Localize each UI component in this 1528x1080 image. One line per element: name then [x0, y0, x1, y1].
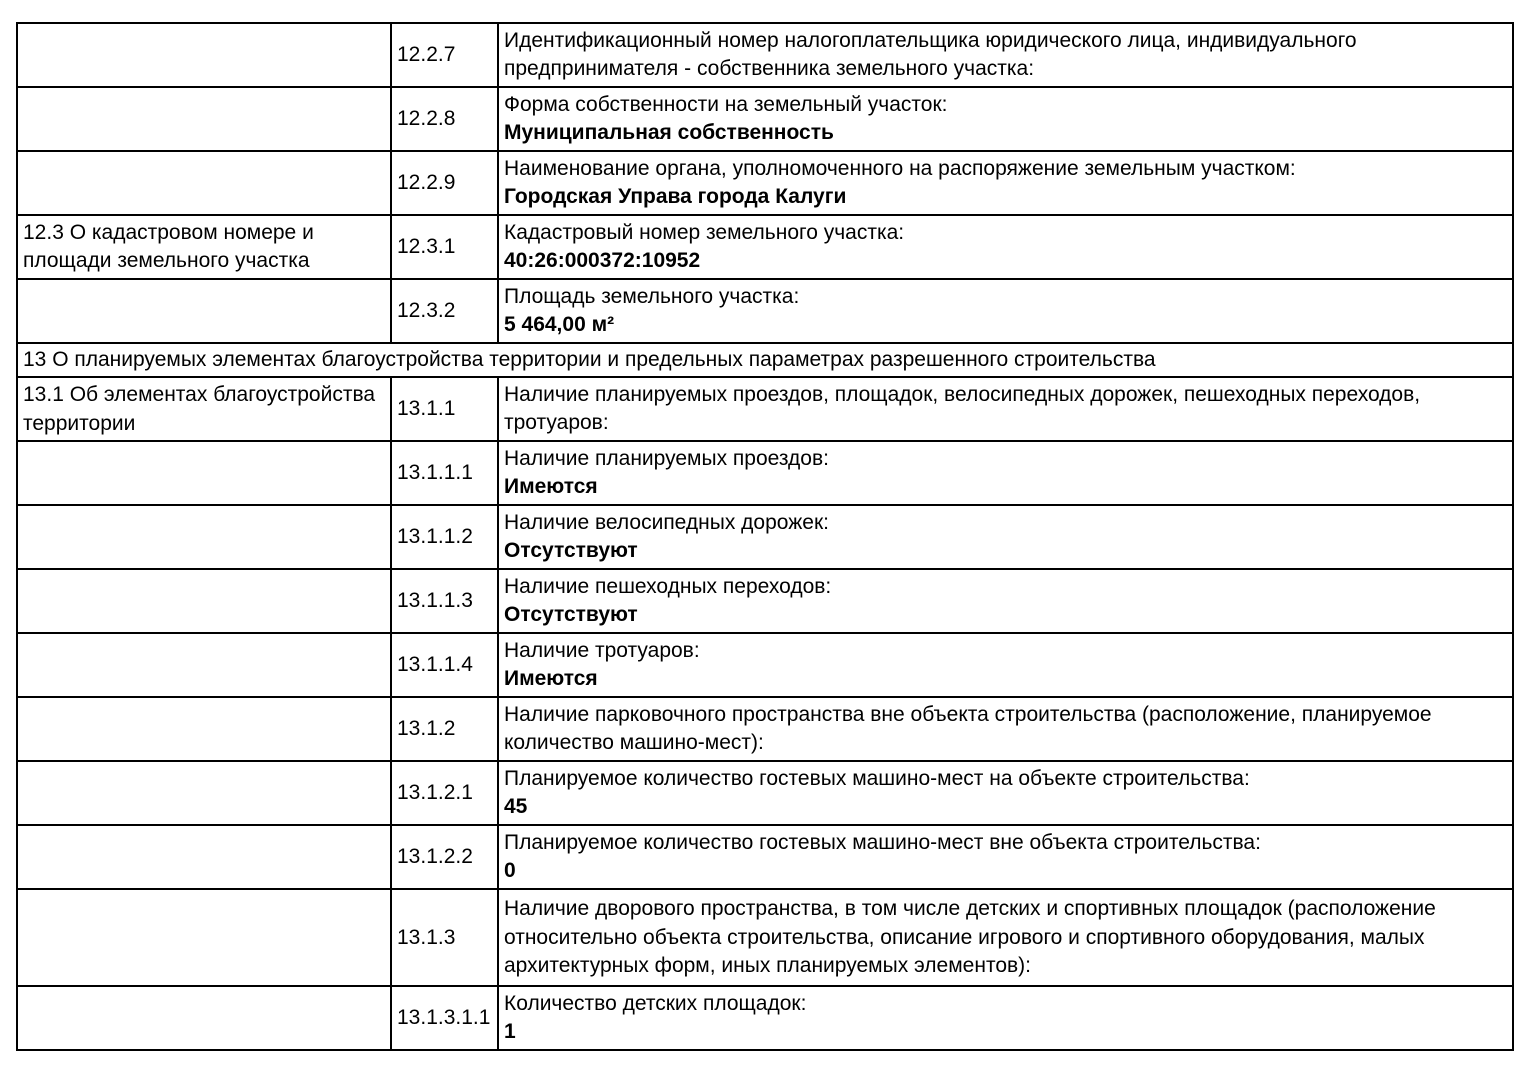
item-code: 13.1.1.4	[397, 653, 473, 677]
item-code: 13.1.2.1	[397, 781, 473, 805]
code-cell	[391, 569, 498, 633]
section-cell	[17, 505, 391, 569]
content-cell	[498, 151, 1513, 215]
table-row	[17, 986, 1513, 1050]
content-cell	[498, 569, 1513, 633]
code-cell	[391, 87, 498, 151]
item-code: 13.1.2	[397, 717, 456, 741]
table-row	[17, 697, 1513, 761]
field-label: Наличие велосипедных дорожек:	[504, 511, 829, 534]
code-cell	[391, 279, 498, 343]
section-cell	[17, 377, 391, 441]
code-cell	[391, 151, 498, 215]
section-cell	[17, 825, 391, 889]
content-cell	[498, 279, 1513, 343]
table-row	[17, 889, 1513, 986]
table-row	[17, 377, 1513, 441]
section-label: 13.1 Об элементах благоустройства территории	[23, 383, 376, 435]
table-row	[17, 23, 1513, 87]
field-label: Наличие планируемых проездов:	[504, 447, 829, 470]
item-code: 13.1.1	[397, 397, 456, 421]
table-row	[17, 761, 1513, 825]
item-code: 13.1.3.1.1	[397, 1006, 491, 1030]
content-cell	[498, 87, 1513, 151]
table-row	[17, 215, 1513, 279]
field-label: Наличие парковочного пространства вне объекта строительства (расположение, планируемое количество машино-мест):	[504, 703, 1432, 755]
item-code: 13.1.2.2	[397, 845, 473, 869]
code-cell	[391, 441, 498, 505]
field-label: Количество детских площадок:	[504, 992, 807, 1015]
section-cell	[17, 633, 391, 697]
field-label: Площадь земельного участка:	[504, 284, 800, 308]
field-label: Наличие планируемых проездов, площадок, велосипедных дорожек, пешеходных переходов, тротуаров:	[504, 383, 1421, 435]
item-code: 13.1.1.2	[397, 525, 473, 549]
code-cell	[391, 697, 498, 761]
content-cell	[498, 889, 1513, 986]
section-header-cell: 13 О планируемых элементах благоустройства территории и предельных параметрах разрешенного строительства	[17, 343, 1513, 377]
item-code: 12.2.8	[397, 106, 456, 130]
section-cell	[17, 23, 391, 87]
content-cell	[498, 986, 1513, 1050]
section-cell	[17, 569, 391, 633]
code-cell	[391, 986, 498, 1050]
section-cell	[17, 761, 391, 825]
item-code: 12.3.2	[397, 298, 456, 322]
item-code: 13.1.1.3	[397, 589, 473, 613]
section-cell	[17, 215, 391, 279]
section-cell	[17, 87, 391, 151]
field-value: Имеются	[504, 667, 598, 691]
section-cell	[17, 151, 391, 215]
table-row	[17, 87, 1513, 151]
section-label: 12.3 О кадастровом номере и площади земельного участка	[23, 221, 314, 273]
field-label: Планируемое количество гостевых машино-мест вне объекта строительства:	[504, 831, 1261, 854]
content-cell	[498, 697, 1513, 761]
field-value: 0	[504, 859, 516, 883]
content-cell	[498, 825, 1513, 889]
content-cell	[498, 377, 1513, 441]
item-code: 12.2.7	[397, 42, 456, 66]
item-code: 12.2.9	[397, 170, 456, 194]
field-value: 40:26:000372:10952	[504, 249, 701, 272]
table-row	[17, 633, 1513, 697]
field-value: 1	[504, 1020, 516, 1044]
content-cell	[498, 633, 1513, 697]
section-cell	[17, 986, 391, 1050]
field-label: Наличие пешеходных переходов:	[504, 575, 832, 598]
content-cell	[498, 441, 1513, 505]
content-cell	[498, 215, 1513, 279]
field-value: Отсутствуют	[504, 539, 638, 563]
code-cell	[391, 215, 498, 279]
code-cell	[391, 505, 498, 569]
code-cell	[391, 889, 498, 986]
field-value: 45	[504, 795, 528, 819]
section-cell	[17, 697, 391, 761]
table-row	[17, 825, 1513, 889]
field-value: 5 464,00 м²	[504, 313, 615, 336]
field-value: Муниципальная собственность	[504, 121, 834, 144]
field-value: Имеются	[504, 475, 598, 499]
code-cell	[391, 761, 498, 825]
table-row	[17, 151, 1513, 215]
table-row	[17, 441, 1513, 505]
item-code: 13.1.3	[397, 925, 456, 949]
table-row	[17, 569, 1513, 633]
content-cell	[498, 761, 1513, 825]
code-cell	[391, 377, 498, 441]
declaration-table	[16, 22, 1514, 1051]
field-label: Идентификационный номер налогоплательщика юридического лица, индивидуального предпринимателя - собственника земельного участка:	[504, 28, 1357, 80]
code-cell	[391, 633, 498, 697]
code-cell	[391, 825, 498, 889]
item-code: 12.3.1	[397, 234, 456, 258]
field-value: Городская Управа города Калуги	[504, 185, 847, 208]
table-row	[17, 505, 1513, 569]
field-label: Наличие тротуаров:	[504, 639, 700, 662]
section-cell	[17, 441, 391, 505]
content-cell	[498, 505, 1513, 569]
field-value: Отсутствуют	[504, 603, 638, 627]
field-label: Наименование органа, уполномоченного на распоряжение земельным участком:	[504, 156, 1296, 180]
section-cell	[17, 889, 391, 986]
code-cell	[391, 23, 498, 87]
table-row	[17, 279, 1513, 343]
field-label: Планируемое количество гостевых машино-мест на объекте строительства:	[504, 767, 1250, 790]
content-cell	[498, 23, 1513, 87]
section-cell	[17, 279, 391, 343]
field-label: Форма собственности на земельный участок:	[504, 92, 948, 116]
item-code: 13.1.1.1	[397, 461, 473, 485]
field-label: Наличие дворового пространства, в том числе детских и спортивных площадок (расположение относительно объекта строительства, описание игрового и спортивного оборудования, малых архитектурных форм, иных планируемых элементов):	[504, 897, 1436, 978]
field-label: Кадастровый номер земельного участка:	[504, 220, 905, 244]
section-header-row	[17, 343, 1513, 377]
